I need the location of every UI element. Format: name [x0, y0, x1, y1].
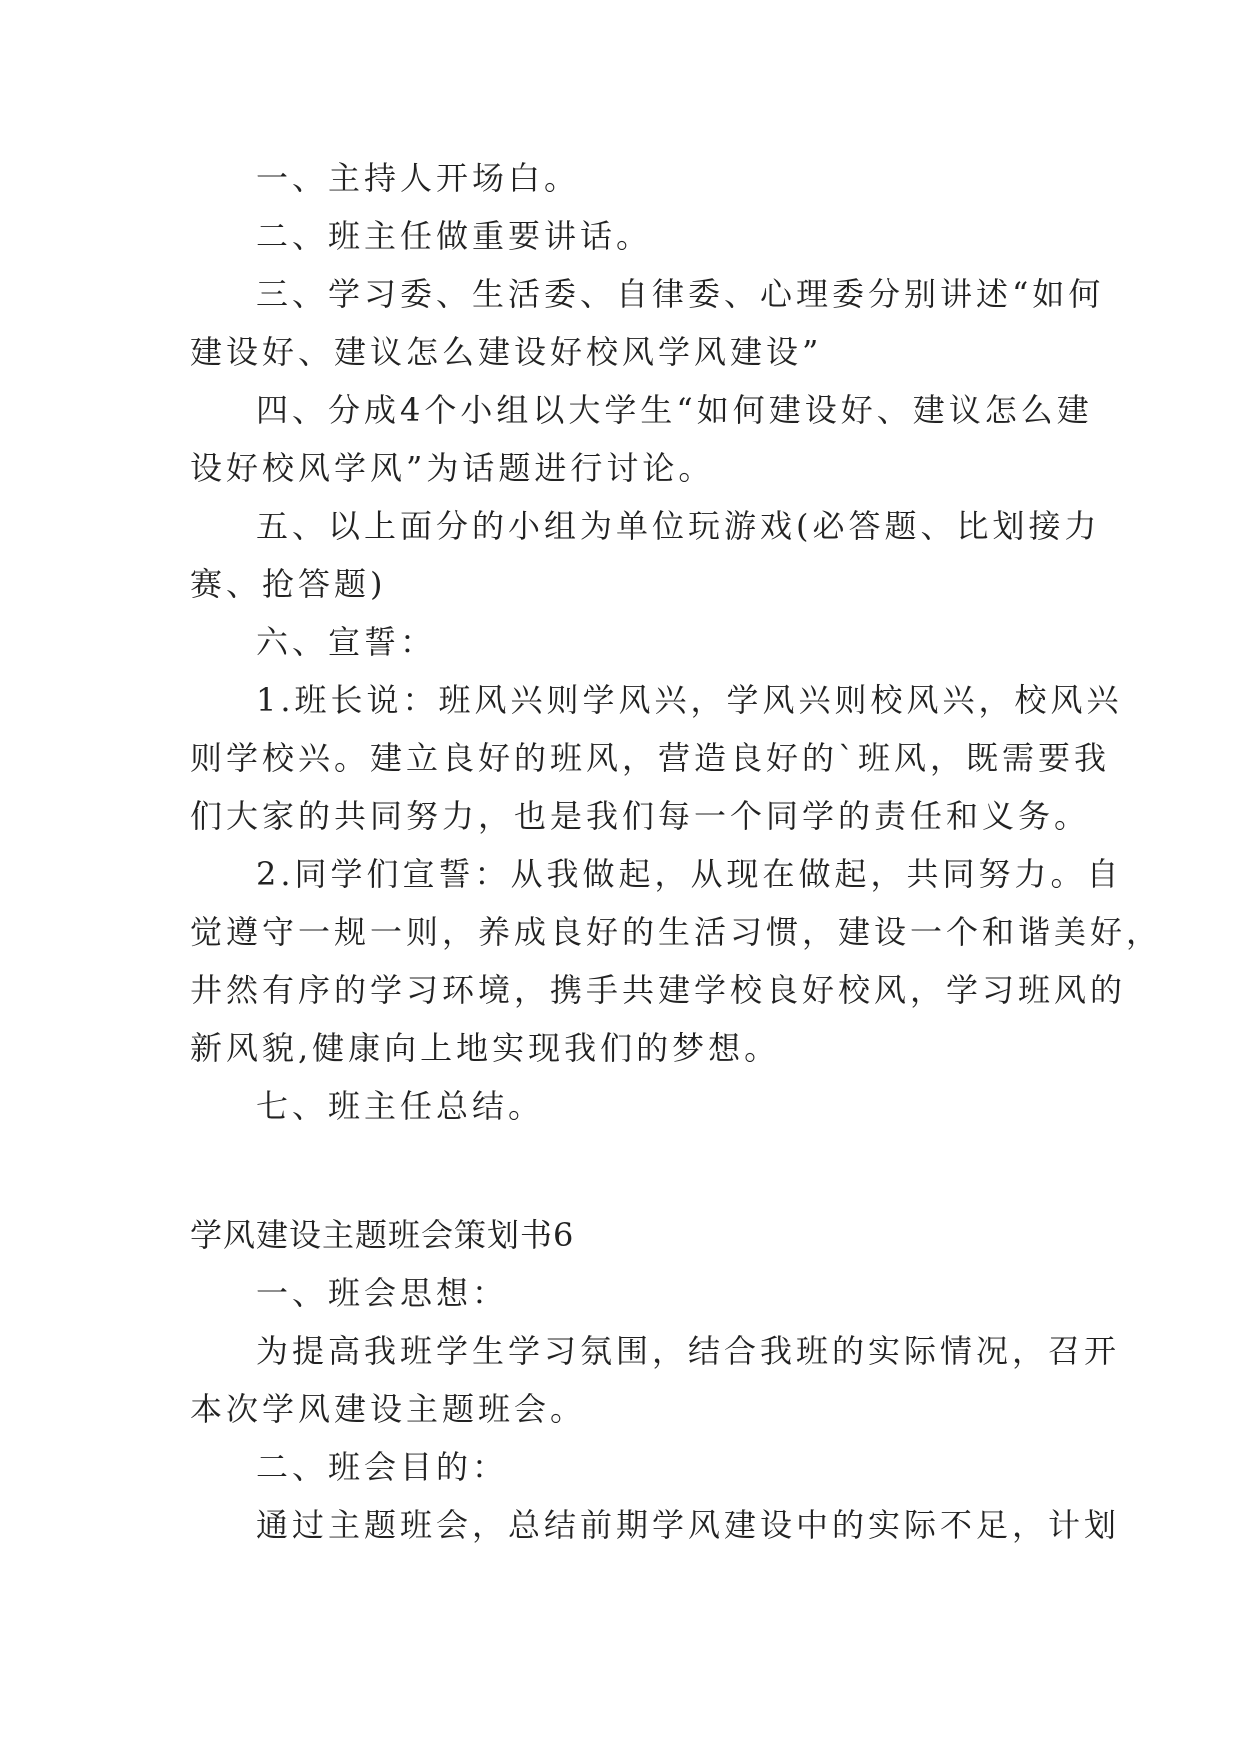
paragraph-9: 七、班主任总结。: [256, 1087, 545, 1125]
section-title: 学风建设主题班会策划书6: [190, 1216, 575, 1254]
paragraph-2: 二、班主任做重要讲话。: [256, 217, 653, 255]
section-paragraph-2-line-1: 为提高我班学生学习氛围，结合我班的实际情况，召开: [256, 1332, 1121, 1370]
paragraph-1: 一、主持人开场白。: [256, 159, 581, 197]
paragraph-4-line-1: 四、分成4个小组以大学生“如何建设好、建议怎么建: [256, 391, 1093, 429]
paragraph-8-line-1: 2.同学们宣誓：从我做起，从现在做起，共同努力。自: [256, 855, 1123, 893]
paragraph-3-line-1: 三、学习委、生活委、自律委、心理委分别讲述“如何: [256, 275, 1105, 313]
paragraph-8-line-4: 新风貌,健康向上地实现我们的梦想。: [190, 1029, 781, 1067]
section-paragraph-3: 二、班会目的：: [256, 1448, 509, 1486]
paragraph-8-line-3: 井然有序的学习环境，携手共建学校良好校风，学习班风的: [190, 971, 1127, 1009]
section-paragraph-2-line-2: 本次学风建设主题班会。: [190, 1390, 587, 1428]
paragraph-5-line-1: 五、以上面分的小组为单位玩游戏(必答题、比划接力: [256, 507, 1101, 545]
paragraph-7-line-1: 1.班长说：班风兴则学风兴，学风兴则校风兴，校风兴: [256, 681, 1123, 719]
section-paragraph-1: 一、班会思想：: [256, 1274, 509, 1312]
paragraph-8-line-2: 觉遵守一规一则，养成良好的生活习惯，建设一个和谐美好，: [190, 913, 1163, 951]
paragraph-3-line-2: 建设好、建议怎么建设好校风学风建设”: [190, 333, 823, 371]
section-paragraph-4-line-1: 通过主题班会，总结前期学风建设中的实际不足，计划: [256, 1506, 1121, 1544]
paragraph-4-line-2: 设好校风学风”为话题进行讨论。: [190, 449, 715, 487]
paragraph-5-line-2: 赛、抢答题): [190, 565, 387, 603]
paragraph-7-line-3: 们大家的共同努力，也是我们每一个同学的责任和义务。: [190, 797, 1091, 835]
paragraph-7-line-2: 则学校兴。建立良好的班风，营造良好的`班风，既需要我: [190, 739, 1111, 777]
paragraph-6: 六、宣誓：: [256, 623, 437, 661]
